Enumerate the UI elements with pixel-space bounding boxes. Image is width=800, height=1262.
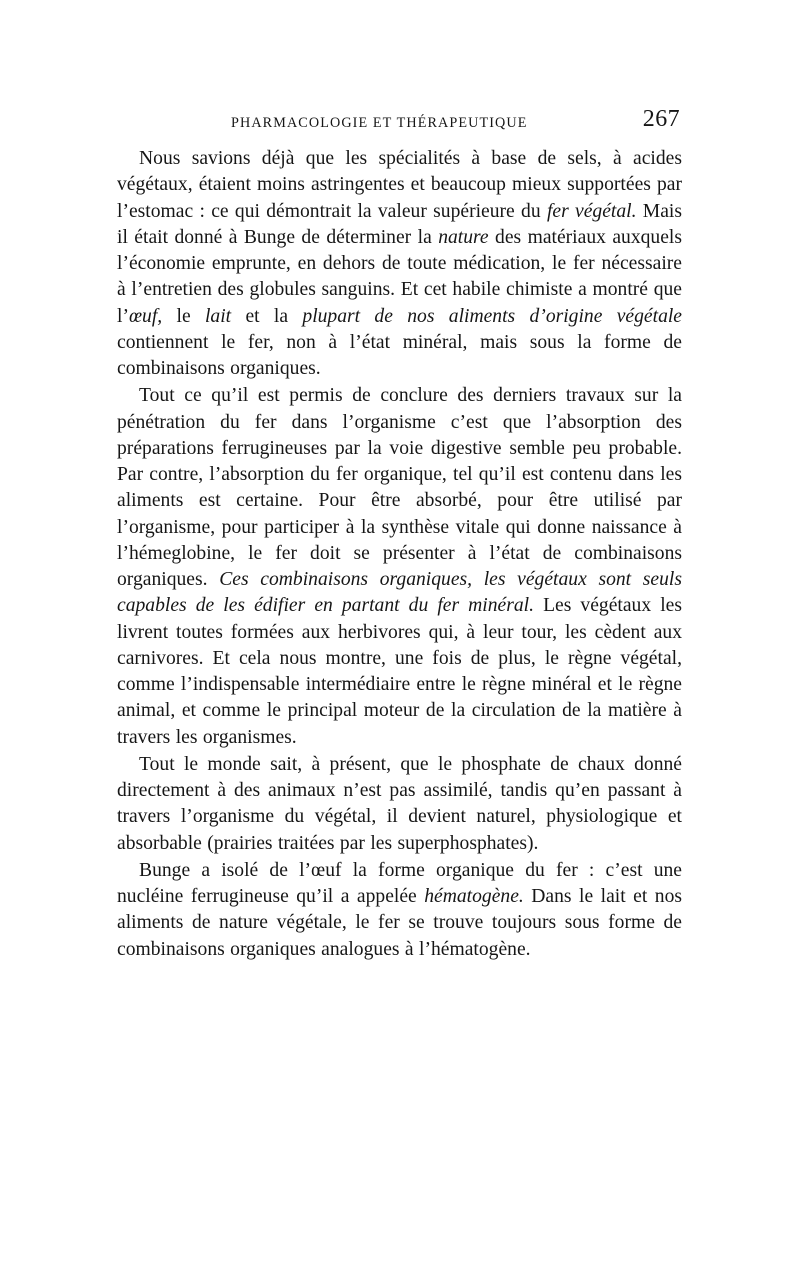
text-run: Bunge a isolé de l’œuf la forme organique du fer : c’est une nucléine ferrugineuse qu’il a appelée <box>117 859 682 907</box>
text-run: Tout le monde sait, à présent, que le phosphate de chaux donné directement à des animaux n’est pas assimilé, tandis qu’en passant à travers l’organisme du végétal, il devient naturel, physiologique et absorbable (prairies traitées par les superphosphates). <box>117 753 682 854</box>
text-run: et la <box>231 305 303 327</box>
italic-run: lait <box>204 305 232 327</box>
italic-run: nature <box>438 226 489 248</box>
book-page <box>117 106 682 963</box>
running-head <box>117 106 682 140</box>
text-run: Tout ce qu’il est permis de conclure des derniers travaux sur la pénétration du fer dans l’organisme c’est que l’absorption des préparations ferrugineuses par la voie digestive semble peu probable. Par contre, l’absorption du fer organique, tel qu’il est contenu dans les aliments est certaine. Pour être absorbé, pour être utilisé par l’organisme, pour participer à la synthèse vitale qui donne naissance à l’hémeglobine, le fer doit se présenter à l’état de combinaisons organiques. <box>117 385 682 590</box>
paragraph-3 <box>117 752 682 857</box>
text-run: Les végétaux les livrent toutes formées aux herbivores qui, à leur tour, les cèdent aux carnivores. Et cela nous montre, une fois de plus, le règne végétal, comme l’indispensable intermédiaire entre le règne minéral et le règne animal, et comme le principal moteur de la circulation de la matière à travers les organismes. <box>117 595 682 748</box>
running-title: PHARMACOLOGIE ET THÉRAPEUTIQUE <box>231 115 528 131</box>
text-run: des matériaux auxquels l’économie emprunte, en dehors de toute médication, le fer nécessaire à l’entretien des globules sanguins. Et cet habile chimiste a montré que l’ <box>117 226 682 327</box>
paragraph-2 <box>117 383 682 751</box>
italic-run: hématogène. <box>424 886 524 907</box>
text-run: contiennent le fer, non à l’état minéral, mais sous la forme de combinaisons organiques. <box>117 331 682 379</box>
page-number: 267 <box>642 106 680 132</box>
text-run: Mais il était donné à Bunge de déterminer la <box>117 200 682 248</box>
text-run: le <box>162 305 205 327</box>
italic-run: Ces combinaisons organiques, les végétaux sont seuls capables de les édifier en partant du fer minéral. <box>117 569 682 617</box>
paragraph-4 <box>117 858 682 963</box>
text-run: Dans le lait et nos aliments de nature végétale, le fer se trouve toujours sous forme de combinaisons organiques analogues à l’hématogène. <box>117 886 682 960</box>
paragraph-1 <box>117 146 682 382</box>
italic-run: œuf, <box>128 305 163 327</box>
text-run: Nous savions déjà que les spécialités à base de sels, à acides végétaux, étaient moins astringentes et beaucoup mieux supportées par l’estomac : ce qui démontrait la valeur supérieure du <box>117 148 682 222</box>
italic-run: fer végétal. <box>546 200 637 222</box>
italic-run: plupart de nos aliments d’origine végétale <box>302 305 683 327</box>
